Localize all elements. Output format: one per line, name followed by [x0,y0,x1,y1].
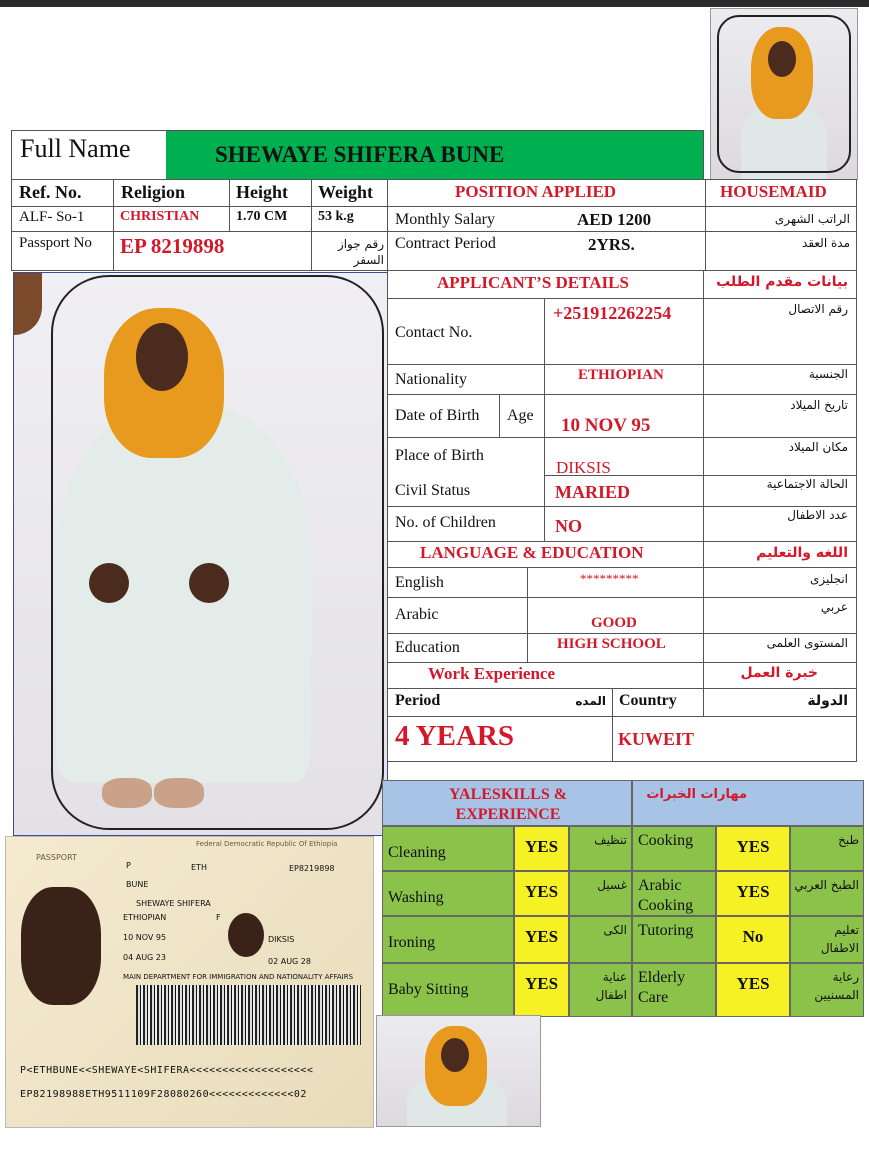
height-value: 1.70 CM [236,209,288,224]
passport-surname: BUNE [126,880,149,889]
passport-scan [5,836,374,1128]
skill-cell-0-a1 [569,826,632,871]
work-title: Work Experience [428,664,556,683]
applicant-title-ar: بيانات مقدم الطلب [716,274,848,290]
education-value: HIGH SCHOOL [557,636,666,652]
passport-expiry: 02 AUG 28 [268,957,311,966]
skill-cell-3-a2 [790,963,864,1017]
skill-cell-1-v1 [514,871,569,916]
passport-word: PASSPORT [36,853,77,862]
skill-cell-0-l2 [632,826,716,871]
skill-cell-0-v2 [716,826,790,871]
headshot-photo-top [710,8,858,180]
full-name-label: Full Name [20,134,131,163]
passport-value: EP 8219898 [120,234,225,258]
nationality-label: Nationality [395,371,467,388]
skill-text: Tutoring [638,922,694,939]
skill-cell-2-l1 [382,916,514,963]
english-label-ar: انجليزى [809,572,848,586]
skill-text: تنظيف [594,833,627,847]
full-name-value: SHEWAYE SHIFERA BUNE [215,142,505,167]
full-body-photo [13,272,388,836]
nationality-value: ETHIOPIAN [578,367,664,383]
height-label: Height [236,182,288,202]
skill-text: Arabic Cooking [638,877,694,914]
skill-text: طبخ [838,833,859,847]
ref-value: ALF- So-1 [19,209,85,225]
passport-label: Passport No [19,235,92,251]
skill-text: YES [524,882,559,901]
english-label: English [395,574,444,591]
skill-text: غسيل [597,878,627,892]
skill-cell-2-a2 [790,916,864,963]
arabic-label-ar: عربي [820,600,848,614]
skill-cell-3-a1 [569,963,632,1017]
passport-pob: DIKSIS [268,935,295,944]
country-label-ar: الدولة [807,693,848,709]
dob-label-ar: تاريخ الميلاد [790,398,848,412]
skill-cell-3-l2 [632,963,716,1017]
nationality-label-ar: الجنسية [808,367,848,381]
education-label-ar: المستوى العلمى [766,636,848,650]
contact-value: +251912262254 [553,303,672,323]
salary-label-ar: الراتب الشهرى [774,212,850,226]
english-value: ********* [580,571,639,586]
skill-text: تعليم الاطفال [820,923,859,955]
skill-cell-1-a1 [569,871,632,916]
education-label: Education [395,639,460,656]
passport-country: ETH [191,863,207,872]
contract-label-ar: مدة العقد [802,236,850,250]
pob-label-ar: مكان الميلاد [788,440,848,454]
skills-title: YALESKILLS & EXPERIENCE [448,786,568,823]
age-label: Age [507,407,534,424]
skills-title-cell [382,780,632,826]
skill-text: YES [736,974,770,993]
passport-label-ar: رقم جواز السفر [337,237,384,267]
skill-cell-3-l1 [382,963,514,1017]
skill-text: Baby Sitting [388,981,469,998]
barcode [136,985,361,1045]
skills-table [382,780,864,1017]
religion-value: CHRISTIAN [120,209,200,224]
passport-issue: 04 AUG 23 [123,953,166,962]
passport-photo-small [228,913,264,957]
skill-text: الطبخ العربي [794,878,859,892]
skill-cell-1-l1 [382,871,514,916]
mrz-line-1: P<ETHBUNE<<SHEWAYE<SHIFERA<<<<<<<<<<<<<<<<<<< [20,1065,314,1076]
skill-text: YES [736,837,770,856]
skill-text: عناية اطفال [595,970,627,1002]
dob-label: Date of Birth [395,407,480,424]
country-label: Country [619,692,677,709]
contact-label: Contact No. [395,324,473,341]
period-value: 4 YEARS [395,720,514,752]
applicant-title: APPLICANT’S DETAILS [437,273,629,292]
passport-header: Federal Democratic Republic Of Ethiopia [196,840,338,848]
skill-text: YES [524,974,559,993]
arabic-label: Arabic [395,606,439,623]
skill-text: No [742,927,764,946]
skill-cell-0-a2 [790,826,864,871]
passport-authority: MAIN DEPARTMENT FOR IMMIGRATION AND NATIONALITY AFFAIRS [123,973,354,981]
passport-sex: F [216,913,221,922]
skill-text: Washing [388,889,444,906]
passport-number: EP8219898 [289,864,335,873]
language-title-ar: اللغه والتعليم [756,545,848,561]
weight-value: 53 k.g [318,209,354,224]
period-label-ar: المده [575,694,606,708]
contact-label-ar: رقم الاتصال [788,302,848,316]
children-label-ar: عدد الاطفال [787,508,848,522]
contract-value: 2YRS. [588,235,635,254]
position-value: HOUSEMAID [720,182,827,201]
civil-value: MARIED [555,482,630,502]
skill-cell-2-a1 [569,916,632,963]
skill-text: Ironing [388,934,436,951]
language-title: LANGUAGE & EDUCATION [420,543,644,562]
skill-cell-3-v2 [716,963,790,1017]
children-value: NO [555,516,582,536]
passport-dob: 10 NOV 95 [123,933,167,942]
country-value: KUWEIT [618,729,695,749]
religion-label: Religion [121,182,186,202]
arabic-value: GOOD [591,615,637,631]
pob-label: Place of Birth [395,447,484,464]
skills-title-ar-cell [632,780,864,826]
passport-nationality: ETHIOPIAN [123,913,167,922]
ref-label: Ref. No. [19,182,82,202]
skill-text: الكى [603,923,627,937]
position-title: POSITION APPLIED [455,182,617,201]
skill-cell-1-v2 [716,871,790,916]
salary-value: AED 1200 [577,210,652,229]
headshot-photo-bottom [376,1015,541,1127]
weight-label: Weight [318,182,374,202]
skill-cell-0-v1 [514,826,569,871]
top-bar [0,0,869,7]
dob-value: 10 NOV 95 [561,415,651,436]
pob-value: DIKSIS [556,458,611,477]
skill-text: Cooking [638,832,694,849]
skill-text: YES [524,837,559,856]
skill-cell-0-l1 [382,826,514,871]
children-label: No. of Children [395,514,496,531]
skill-text: YES [736,882,770,901]
mrz-line-2: EP82198988ETH9511109F28080260<<<<<<<<<<<<<02 [20,1089,307,1100]
skill-cell-2-v1 [514,916,569,963]
skills-title-ar: مهارات الخبرات [646,787,747,802]
work-title-ar: خبرة العمل [740,665,818,681]
salary-label: Monthly Salary [395,211,495,228]
skill-text: Cleaning [388,844,446,861]
period-label: Period [395,692,441,709]
skill-cell-2-v2 [716,916,790,963]
civil-label-ar: الحالة الاجتماعية [766,477,848,491]
skill-cell-3-v1 [514,963,569,1017]
skill-text: رعاية المسنيين [814,970,859,1002]
skill-text: YES [524,927,559,946]
passport-photo [21,887,101,1005]
skill-cell-1-a2 [790,871,864,916]
civil-label: Civil Status [395,482,471,499]
skill-cell-1-l2 [632,871,716,916]
skill-text: Elderly Care [638,969,686,1006]
passport-given: SHEWAYE SHIFERA [136,899,211,908]
passport-type: P [126,861,131,870]
skill-cell-2-l2 [632,916,716,963]
contract-label: Contract Period [395,235,496,252]
